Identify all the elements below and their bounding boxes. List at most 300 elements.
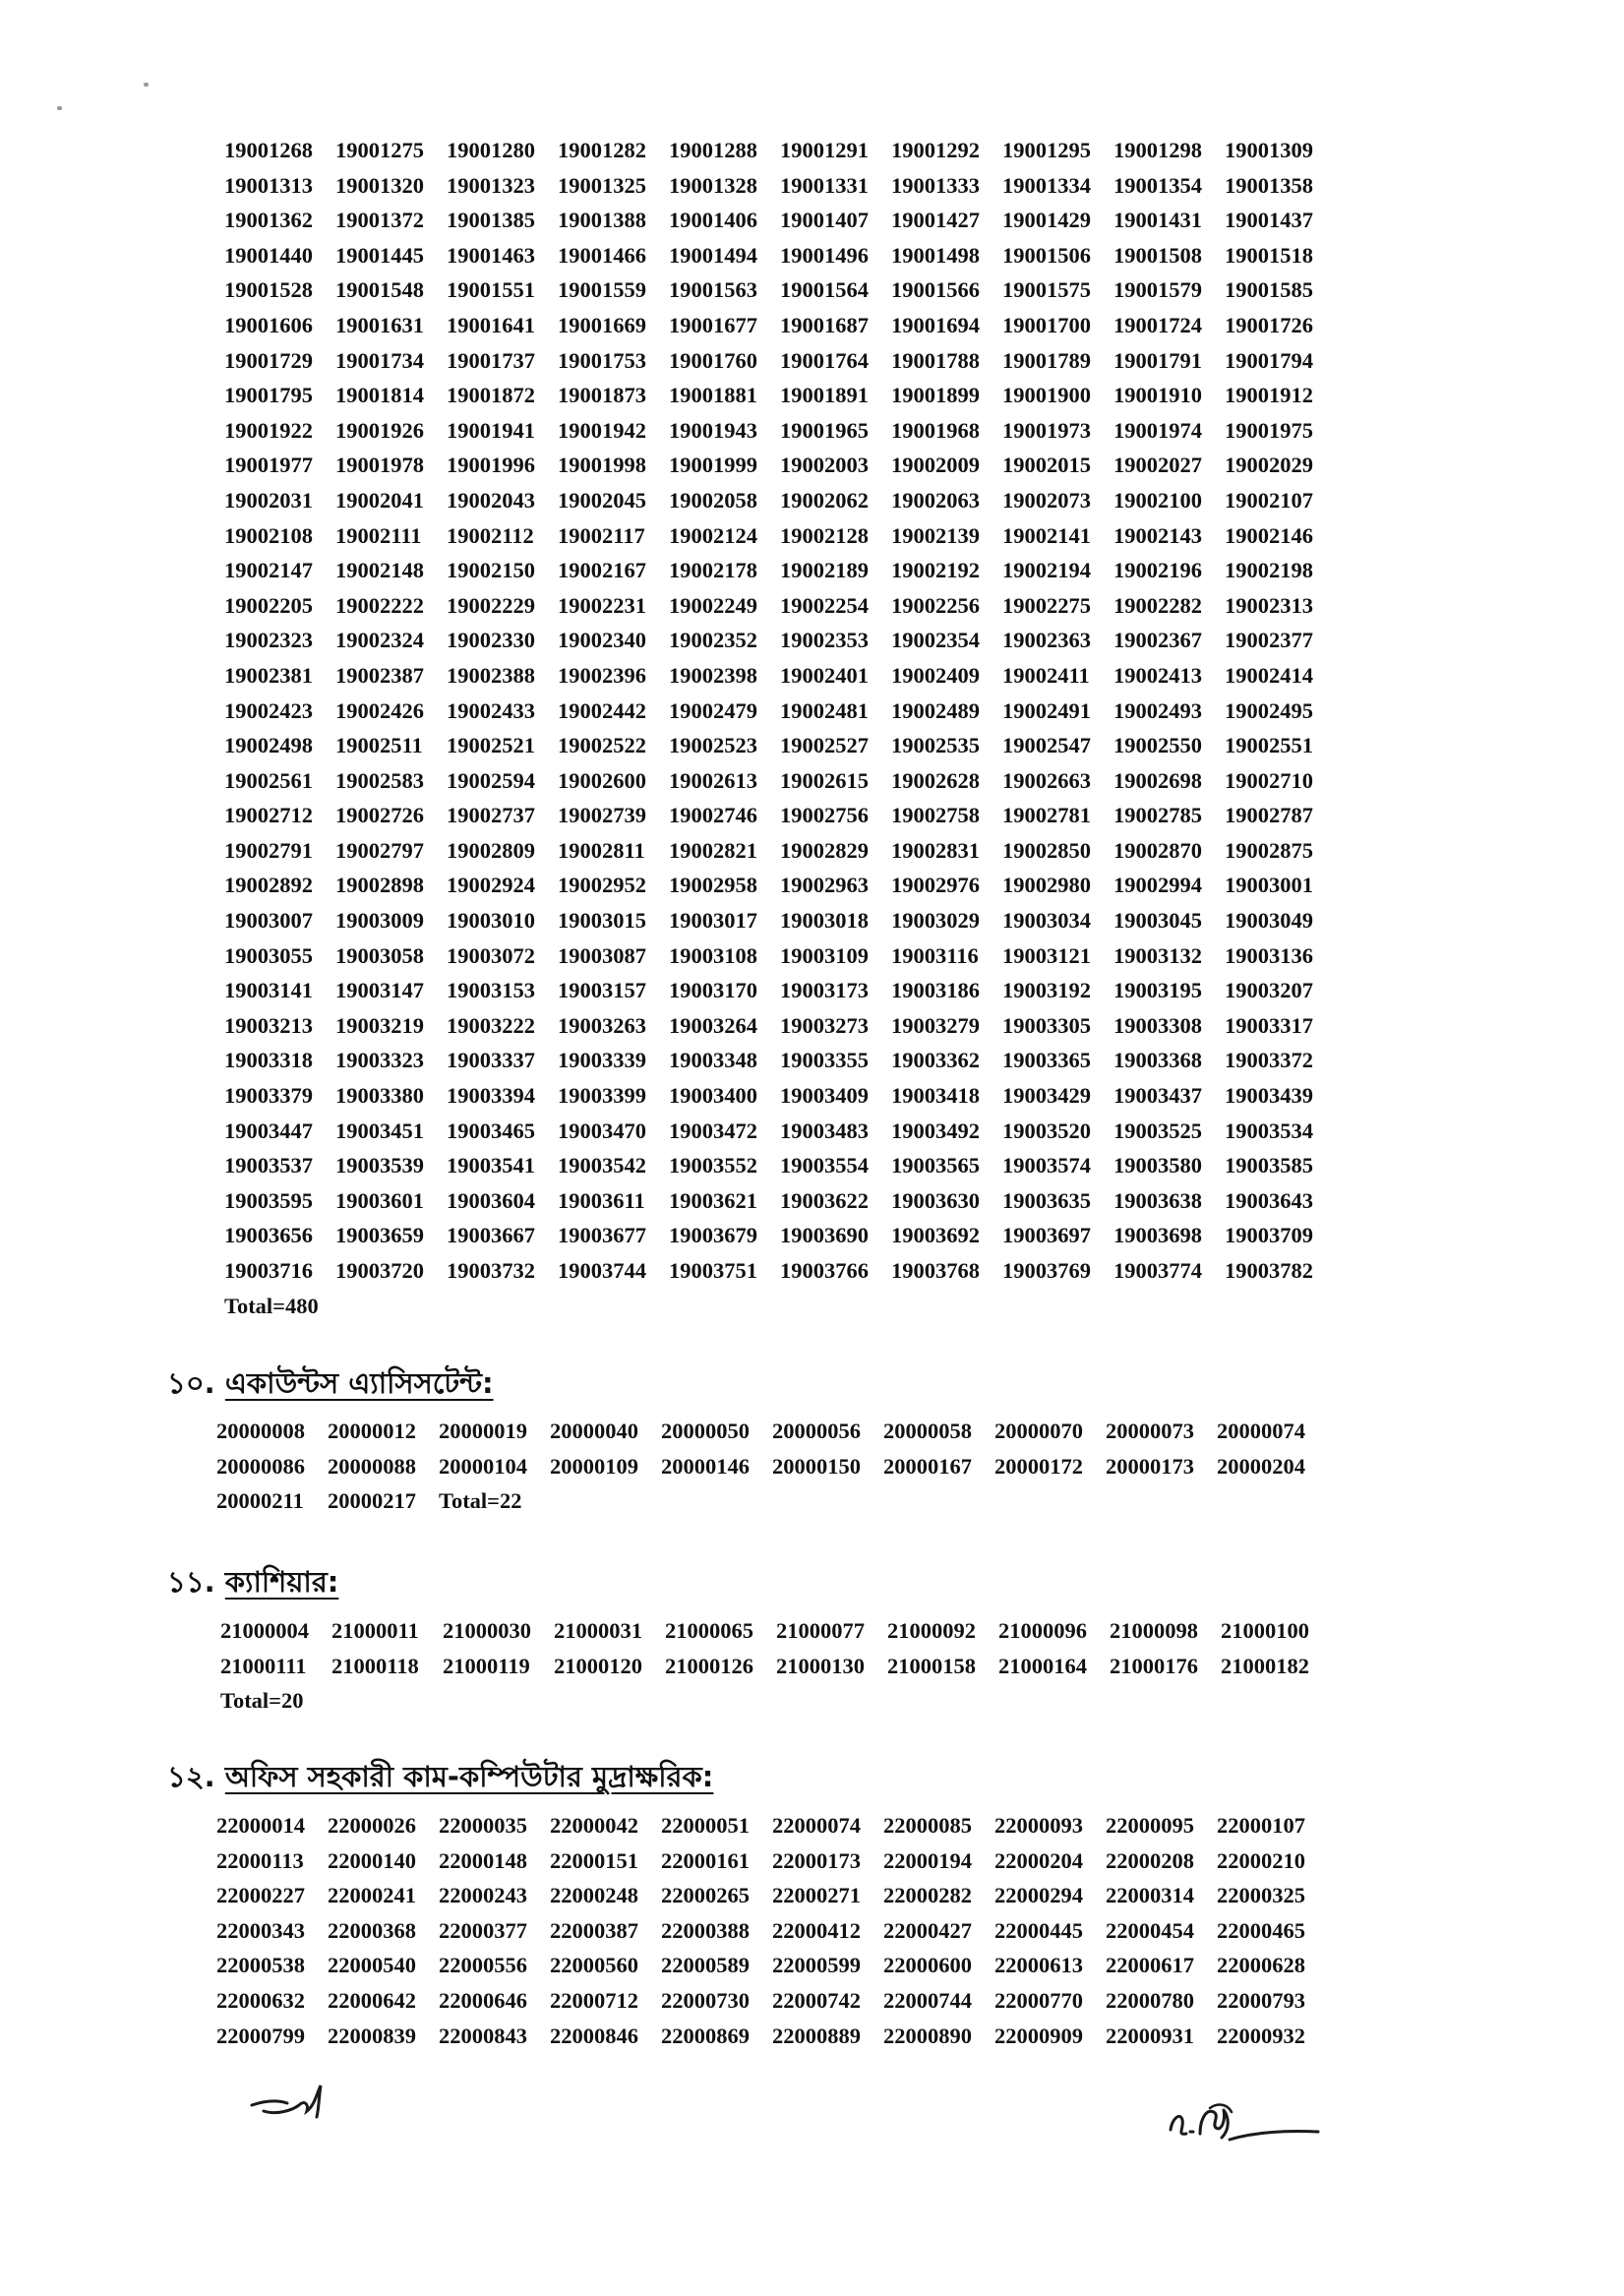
roll-number: 19001362 — [224, 208, 313, 233]
number-row — [216, 1483, 1328, 1519]
roll-number: 21000100 — [1221, 1618, 1309, 1643]
roll-number: 19001968 — [891, 417, 980, 443]
roll-number: 19002340 — [558, 628, 646, 653]
roll-number: 19002756 — [780, 803, 869, 828]
roll-number: 21000182 — [1221, 1653, 1309, 1678]
roll-number: 22000085 — [883, 1813, 972, 1838]
number-row — [224, 272, 1336, 308]
roll-number: 19002388 — [447, 662, 535, 688]
roll-number: 22000712 — [550, 1987, 638, 2013]
roll-number: 19003439 — [1225, 1083, 1313, 1109]
roll-number: 19002178 — [669, 558, 757, 583]
roll-number: 19003049 — [1225, 908, 1313, 934]
roll-number: 19001268 — [224, 138, 313, 162]
roll-number: 22000368 — [328, 1917, 416, 1943]
roll-number: 20000088 — [328, 1453, 416, 1479]
roll-number: 19003308 — [1113, 1012, 1202, 1038]
roll-number: 19003087 — [558, 942, 646, 968]
roll-number: 22000388 — [661, 1917, 750, 1943]
roll-number: 19003372 — [1225, 1048, 1313, 1073]
roll-number: 21000065 — [665, 1618, 753, 1643]
roll-number: 22000599 — [772, 1953, 861, 1978]
roll-number: 19001943 — [669, 417, 757, 443]
roll-number: 19002426 — [335, 697, 424, 723]
roll-number: 19003337 — [447, 1048, 535, 1073]
roll-number: 20000211 — [216, 1488, 304, 1514]
roll-number: 19001753 — [558, 347, 646, 373]
roll-number: 20000073 — [1106, 1419, 1194, 1443]
roll-number: 19003001 — [1225, 873, 1313, 898]
roll-number: 22000282 — [883, 1883, 972, 1908]
roll-number: 19002256 — [891, 592, 980, 618]
signature-left — [246, 2076, 334, 2125]
roll-number: 19001406 — [669, 208, 757, 233]
roll-number: 19002414 — [1225, 662, 1313, 688]
roll-number: 19001429 — [1002, 208, 1091, 233]
roll-number: 21000004 — [220, 1618, 309, 1643]
roll-number: 22000113 — [216, 1847, 304, 1873]
roll-number: 19002409 — [891, 662, 980, 688]
roll-number: 19003554 — [780, 1153, 869, 1178]
roll-number: 19002003 — [780, 453, 869, 478]
number-row — [224, 308, 1336, 343]
roll-number: 19002189 — [780, 558, 869, 583]
roll-number: 19002583 — [335, 767, 424, 793]
roll-number: 19002073 — [1002, 487, 1091, 513]
roll-number: Total=22 — [439, 1488, 522, 1514]
roll-number: 19002980 — [1002, 873, 1091, 898]
roll-number: 19001999 — [669, 453, 757, 478]
roll-number: 19003058 — [335, 942, 424, 968]
roll-number: 19002041 — [335, 487, 424, 513]
number-row — [224, 553, 1336, 588]
roll-number: 22000148 — [439, 1847, 527, 1873]
roll-number: 22000343 — [216, 1917, 305, 1943]
number-row — [224, 1218, 1336, 1253]
roll-number: 22000265 — [661, 1883, 750, 1908]
roll-number: 19001694 — [891, 312, 980, 337]
roll-number: 19001437 — [1225, 208, 1313, 233]
roll-number: 19001445 — [335, 242, 424, 268]
roll-number: 19002710 — [1225, 767, 1313, 793]
roll-number: 19003470 — [558, 1118, 646, 1143]
roll-number: 19001427 — [891, 208, 980, 233]
roll-number: 19003009 — [335, 908, 424, 934]
number-row — [216, 1808, 1328, 1843]
roll-number: 22000314 — [1106, 1883, 1194, 1908]
number-row — [216, 1414, 1328, 1449]
roll-number: 19002527 — [780, 733, 869, 758]
section10-heading — [167, 1361, 494, 1410]
roll-number: 19001900 — [1002, 383, 1091, 408]
roll-number: 21000031 — [554, 1618, 642, 1643]
roll-number: 19002850 — [1002, 837, 1091, 863]
roll-number: 19003679 — [669, 1223, 757, 1248]
roll-number: 22000248 — [550, 1883, 638, 1908]
roll-number: 19002413 — [1113, 662, 1202, 688]
roll-number: 22000241 — [328, 1883, 416, 1908]
roll-number: 19002491 — [1002, 697, 1091, 723]
roll-number: 19001385 — [447, 208, 535, 233]
roll-number: 19001977 — [224, 453, 313, 478]
number-row — [224, 1253, 1336, 1289]
roll-number: 22000632 — [216, 1987, 305, 2013]
roll-number: 19003365 — [1002, 1048, 1091, 1073]
roll-number: 19003017 — [669, 908, 757, 934]
roll-number: 19001463 — [447, 242, 535, 268]
roll-number: 19003339 — [558, 1048, 646, 1073]
roll-number: 20000217 — [328, 1488, 416, 1514]
roll-number: 19002063 — [891, 487, 980, 513]
roll-number: 22000271 — [772, 1883, 861, 1908]
number-row — [224, 763, 1336, 799]
roll-number: 19002313 — [1225, 592, 1313, 618]
roll-number: 19003692 — [891, 1223, 980, 1248]
number-row — [224, 728, 1336, 763]
number-row — [224, 238, 1336, 273]
roll-number: 19001320 — [335, 172, 424, 198]
roll-number: 22000208 — [1106, 1847, 1194, 1873]
roll-number: 19003667 — [447, 1223, 535, 1248]
roll-number: 19002043 — [447, 487, 535, 513]
roll-number: 19001942 — [558, 417, 646, 443]
roll-number: 19001978 — [335, 453, 424, 478]
number-row — [220, 1649, 1332, 1684]
roll-number: 19003690 — [780, 1223, 869, 1248]
section12-heading — [167, 1755, 713, 1803]
roll-number: 19003782 — [1225, 1258, 1313, 1283]
section9-list — [224, 133, 1336, 1323]
roll-number: 19003774 — [1113, 1258, 1202, 1283]
roll-number: 19002367 — [1113, 628, 1202, 653]
roll-number: 19003121 — [1002, 942, 1091, 968]
roll-number: 19003768 — [891, 1258, 980, 1283]
roll-number: 19003034 — [1002, 908, 1091, 934]
section9-rows — [224, 133, 1336, 1289]
roll-number: 19002222 — [335, 592, 424, 618]
roll-number: 19002829 — [780, 837, 869, 863]
roll-number: 19002111 — [335, 522, 422, 548]
roll-number: 19003170 — [669, 978, 757, 1003]
roll-number: 19002758 — [891, 803, 980, 828]
number-row — [224, 588, 1336, 624]
roll-number: 22000204 — [994, 1847, 1083, 1873]
roll-number: 22000387 — [550, 1917, 638, 1943]
roll-number: 22000932 — [1217, 2023, 1305, 2048]
roll-number: 19003141 — [224, 978, 313, 1003]
roll-number: 19003317 — [1225, 1012, 1313, 1038]
roll-number: 22000744 — [883, 1987, 972, 2013]
number-row — [224, 833, 1336, 869]
number-row — [216, 1878, 1328, 1913]
roll-number: 19002898 — [335, 873, 424, 898]
roll-number: 19003766 — [780, 1258, 869, 1283]
roll-number: 19003400 — [669, 1083, 757, 1109]
roll-number: 19003769 — [1002, 1258, 1091, 1283]
roll-number: 19003318 — [224, 1048, 313, 1073]
number-row — [224, 798, 1336, 833]
roll-number: 22000617 — [1106, 1953, 1194, 1978]
roll-number: 19002423 — [224, 697, 313, 723]
roll-number: 19002150 — [447, 558, 535, 583]
roll-number: 22000780 — [1106, 1987, 1194, 2013]
roll-number: 19003109 — [780, 942, 869, 968]
section11-title: ক্যাশিয়ার: — [224, 1565, 339, 1599]
roll-number: 19001494 — [669, 242, 757, 268]
roll-number: 19003635 — [1002, 1187, 1091, 1213]
number-row — [224, 168, 1336, 204]
roll-number: 22000014 — [216, 1813, 305, 1838]
roll-number: 19001760 — [669, 347, 757, 373]
roll-number: 19003147 — [335, 978, 424, 1003]
number-row — [216, 1449, 1328, 1484]
roll-number: 19003219 — [335, 1012, 424, 1038]
roll-number: 19002493 — [1113, 697, 1202, 723]
roll-number: 19003492 — [891, 1118, 980, 1143]
roll-number: 19002354 — [891, 628, 980, 653]
roll-number: 22000151 — [550, 1847, 638, 1873]
roll-number: 19002698 — [1113, 767, 1202, 793]
roll-number: 19002521 — [447, 733, 535, 758]
roll-number: 19003323 — [335, 1048, 424, 1073]
roll-number: 19002963 — [780, 873, 869, 898]
number-row — [224, 1078, 1336, 1114]
roll-number: 19002924 — [447, 873, 535, 898]
section12-number: ১২. — [167, 1760, 215, 1793]
roll-number: 20000167 — [883, 1453, 972, 1479]
roll-number: 19003379 — [224, 1083, 313, 1109]
roll-number: 19001641 — [447, 312, 535, 337]
roll-number: 19001687 — [780, 312, 869, 337]
roll-number: 21000092 — [887, 1618, 976, 1643]
roll-number: 19002192 — [891, 558, 980, 583]
roll-number: 19003273 — [780, 1012, 869, 1038]
roll-number: 20000012 — [328, 1419, 416, 1443]
number-row — [220, 1613, 1332, 1649]
roll-number: 19001559 — [558, 277, 646, 303]
roll-number: 19002352 — [669, 628, 757, 653]
roll-number: 21000126 — [665, 1653, 753, 1678]
roll-number: 19003072 — [447, 942, 535, 968]
roll-number: 19001585 — [1225, 277, 1313, 303]
roll-number: 19001506 — [1002, 242, 1091, 268]
roll-number: 22000889 — [772, 2023, 861, 2048]
roll-number: 19001431 — [1113, 208, 1202, 233]
number-row — [224, 623, 1336, 658]
roll-number: 19002100 — [1113, 487, 1202, 513]
roll-number: 19002976 — [891, 873, 980, 898]
section11-rows — [220, 1613, 1332, 1683]
roll-number: 19001508 — [1113, 242, 1202, 268]
roll-number: 22000909 — [994, 2023, 1083, 2048]
roll-number: 19002108 — [224, 522, 313, 548]
roll-number: 19001789 — [1002, 347, 1091, 373]
roll-number: 19003451 — [335, 1118, 424, 1143]
roll-number: 19003010 — [447, 908, 535, 934]
number-row — [224, 658, 1336, 694]
roll-number: 19001996 — [447, 453, 535, 478]
roll-number: 19002433 — [447, 697, 535, 723]
roll-number: 19002015 — [1002, 453, 1091, 478]
roll-number: 22000095 — [1106, 1813, 1194, 1838]
number-row — [224, 973, 1336, 1008]
roll-number: 19002231 — [558, 592, 646, 618]
roll-number: 19002196 — [1113, 558, 1202, 583]
roll-number: 19003580 — [1113, 1153, 1202, 1178]
roll-number: 19001975 — [1225, 417, 1313, 443]
roll-number: 19001873 — [558, 383, 646, 408]
roll-number: 19001440 — [224, 242, 313, 268]
roll-number: 19002958 — [669, 873, 757, 898]
roll-number: 22000074 — [772, 1813, 861, 1838]
roll-number: 21000130 — [776, 1653, 865, 1678]
roll-number: 19003751 — [669, 1258, 757, 1283]
roll-number: 19003429 — [1002, 1083, 1091, 1109]
roll-number: 19003263 — [558, 1012, 646, 1038]
roll-number: 19002058 — [669, 487, 757, 513]
roll-number: 19001328 — [669, 172, 757, 198]
roll-number: 19003222 — [447, 1012, 535, 1038]
roll-number: 19001891 — [780, 383, 869, 408]
roll-number: 20000146 — [661, 1453, 750, 1479]
roll-number: 19003659 — [335, 1223, 424, 1248]
roll-number: 19002875 — [1225, 837, 1313, 863]
roll-number: 19002479 — [669, 697, 757, 723]
roll-number: 19002613 — [669, 767, 757, 793]
roll-number: 22000161 — [661, 1847, 750, 1873]
roll-number: 19003055 — [224, 942, 313, 968]
roll-number: 19002892 — [224, 873, 313, 898]
roll-number: 22000560 — [550, 1953, 638, 1978]
roll-number: 19002128 — [780, 522, 869, 548]
roll-number: 19003732 — [447, 1258, 535, 1283]
roll-number: 19002811 — [558, 837, 645, 863]
roll-number: 19003552 — [669, 1153, 757, 1178]
section11-list — [220, 1613, 1332, 1719]
roll-number: 19002229 — [447, 592, 535, 618]
roll-number: 19002481 — [780, 697, 869, 723]
roll-number: 22000042 — [550, 1813, 638, 1838]
roll-number: 19003622 — [780, 1187, 869, 1213]
roll-number: 19001700 — [1002, 312, 1091, 337]
section10-title: একাউন্টস এ্যাসিসটেন্ট: — [224, 1366, 494, 1400]
roll-number: 19002821 — [669, 837, 757, 863]
roll-number: 19001922 — [224, 417, 313, 443]
roll-number: 19001292 — [891, 138, 980, 162]
roll-number: 19003677 — [558, 1223, 646, 1248]
roll-number: 19003207 — [1225, 978, 1313, 1003]
roll-number: 19002167 — [558, 558, 646, 583]
roll-number: 22000210 — [1217, 1847, 1305, 1873]
roll-number: 19003595 — [224, 1187, 313, 1213]
roll-number: 19001941 — [447, 417, 535, 443]
roll-number: 19002511 — [335, 733, 423, 758]
roll-number: 19003015 — [558, 908, 646, 934]
roll-number: 19002062 — [780, 487, 869, 513]
roll-number: 19002396 — [558, 662, 646, 688]
roll-number: 19003574 — [1002, 1153, 1091, 1178]
roll-number: 19003136 — [1225, 942, 1313, 968]
roll-number: 19002031 — [224, 487, 313, 513]
number-row — [224, 203, 1336, 238]
roll-number: 19002377 — [1225, 628, 1313, 653]
roll-number: 21000011 — [331, 1618, 419, 1643]
roll-number: 19002547 — [1002, 733, 1091, 758]
roll-number: 19003447 — [224, 1118, 313, 1143]
roll-number: 19001334 — [1002, 172, 1091, 198]
number-row — [216, 1983, 1328, 2019]
number-row — [216, 1948, 1328, 1983]
roll-number: 19001295 — [1002, 138, 1091, 162]
roll-number: 19001298 — [1113, 138, 1202, 162]
roll-number: 19003399 — [558, 1083, 646, 1109]
roll-number: 19001280 — [447, 138, 535, 162]
roll-number: 19003029 — [891, 908, 980, 934]
number-row — [224, 378, 1336, 413]
roll-number: 19002797 — [335, 837, 424, 863]
roll-number: 19001372 — [335, 208, 424, 233]
roll-number: 19002029 — [1225, 453, 1313, 478]
roll-number: 19003698 — [1113, 1223, 1202, 1248]
roll-number: 19003697 — [1002, 1223, 1091, 1248]
roll-number: 19003409 — [780, 1083, 869, 1109]
roll-number: 19002952 — [558, 873, 646, 898]
roll-number: 19003534 — [1225, 1118, 1313, 1143]
roll-number: 19001548 — [335, 277, 424, 303]
roll-number: 19003305 — [1002, 1012, 1091, 1038]
roll-number: 19003565 — [891, 1153, 980, 1178]
roll-number: 20000104 — [439, 1453, 527, 1479]
roll-number: 22000600 — [883, 1953, 972, 1978]
roll-number: 19003157 — [558, 978, 646, 1003]
roll-number: 19001965 — [780, 417, 869, 443]
section10-number: ১০. — [167, 1366, 215, 1400]
roll-number: 19002009 — [891, 453, 980, 478]
roll-number: 19002739 — [558, 803, 646, 828]
roll-number: 19001275 — [335, 138, 424, 162]
roll-number: 19001563 — [669, 277, 757, 303]
roll-number: 20000109 — [550, 1453, 638, 1479]
roll-number: 19002205 — [224, 592, 313, 618]
roll-number: 19002282 — [1113, 592, 1202, 618]
roll-number: 19002785 — [1113, 803, 1202, 828]
roll-number: 19003195 — [1113, 978, 1202, 1003]
roll-number: 22000325 — [1217, 1883, 1305, 1908]
roll-number: 19002249 — [669, 592, 757, 618]
roll-number: 20000150 — [772, 1453, 861, 1479]
roll-number: 19003465 — [447, 1118, 535, 1143]
roll-number: 22000613 — [994, 1953, 1083, 1978]
roll-number: 22000140 — [328, 1847, 416, 1873]
roll-number: 19002330 — [447, 628, 535, 653]
roll-number: 21000111 — [220, 1653, 307, 1678]
number-row — [224, 1148, 1336, 1183]
roll-number: 22000793 — [1217, 1987, 1305, 2013]
roll-number: 19002523 — [669, 733, 757, 758]
roll-number: 19003585 — [1225, 1153, 1313, 1178]
roll-number: 22000035 — [439, 1813, 527, 1838]
scan-speck — [57, 106, 62, 110]
roll-number: 19001309 — [1225, 138, 1313, 162]
roll-number: 19002146 — [1225, 522, 1313, 548]
roll-number: 19001791 — [1113, 347, 1202, 373]
roll-number: 20000019 — [439, 1419, 527, 1443]
roll-number: 22000227 — [216, 1883, 305, 1908]
roll-number: 19001566 — [891, 277, 980, 303]
roll-number: 19003355 — [780, 1048, 869, 1073]
roll-number: 19002550 — [1113, 733, 1202, 758]
roll-number: 19002726 — [335, 803, 424, 828]
